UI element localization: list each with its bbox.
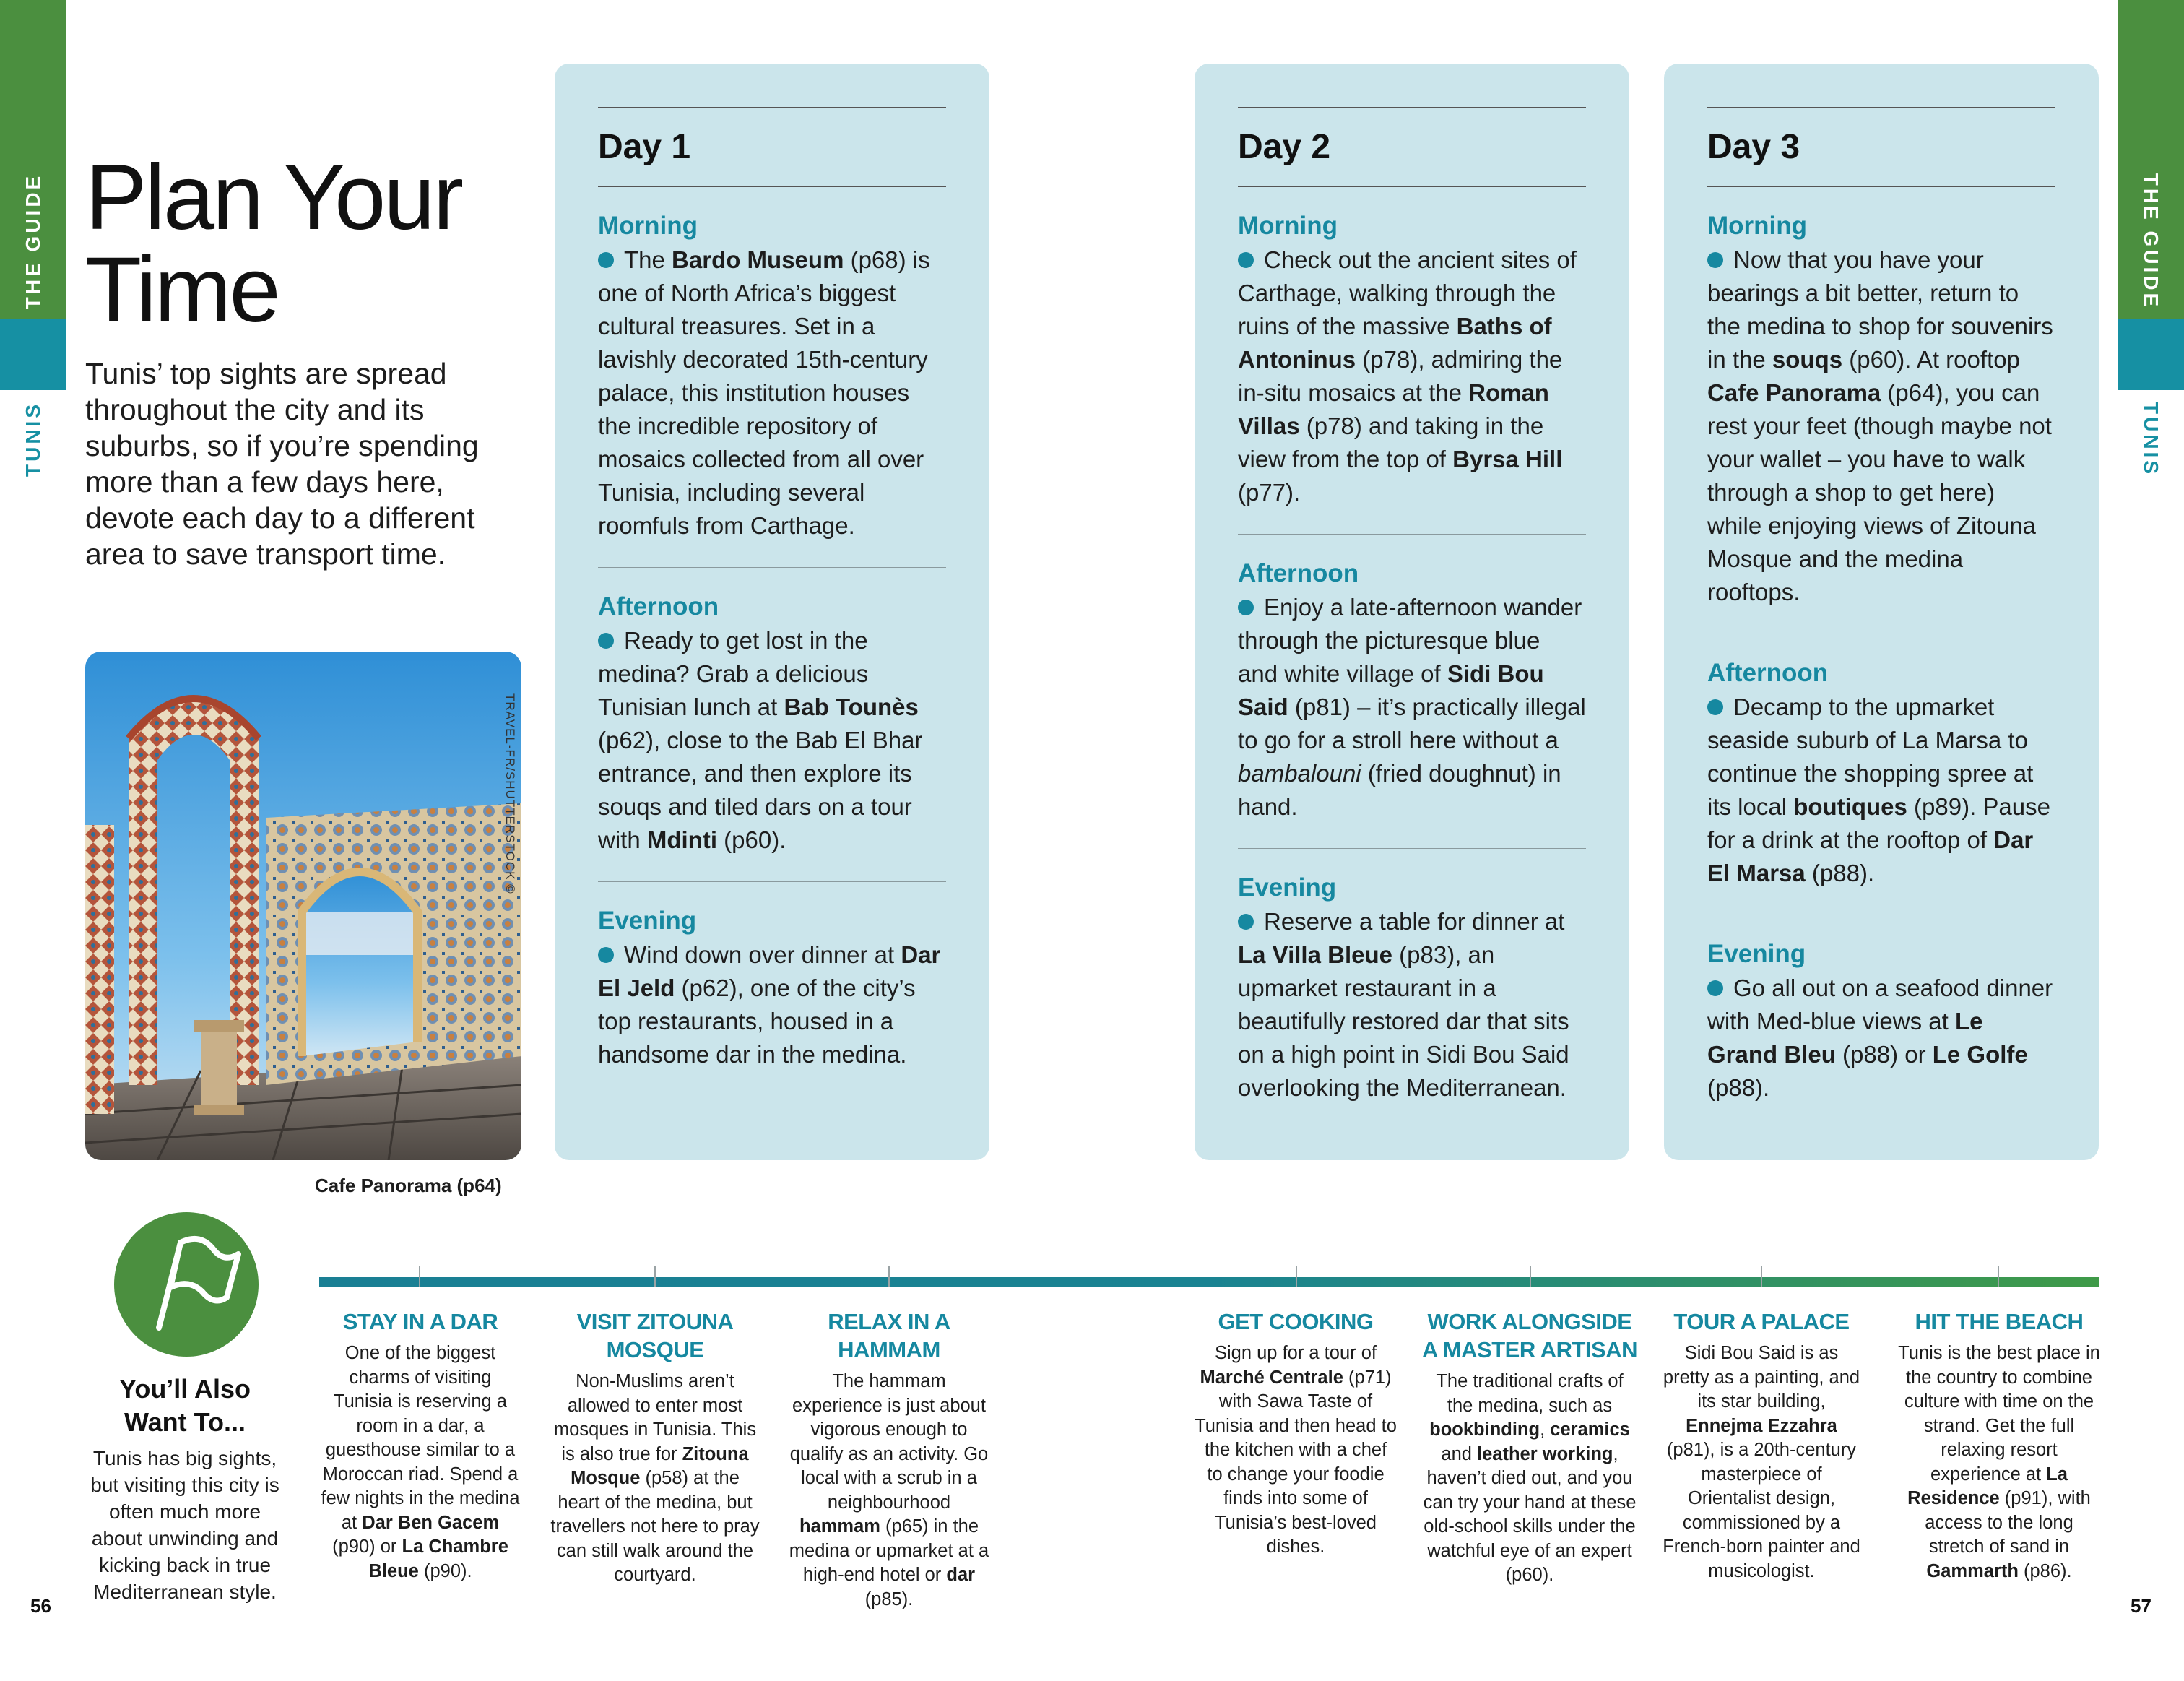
activity-text: Non-Muslims aren’t allowed to enter most mosques in Tunisia. This is also true for Zitouna Mosque (p58) at the heart of the medina, but travellers not here to pray can still walk around the courtyard. [550, 1371, 760, 1585]
flag-badge [114, 1212, 259, 1357]
day-title-rule [1707, 186, 2055, 187]
section-text [1238, 591, 1586, 824]
activity-item [1421, 1308, 1638, 1588]
section-text [1707, 691, 2055, 890]
photo-caption: Cafe Panorama (p64) [315, 1175, 502, 1196]
day-section [1707, 212, 2055, 634]
page-number-right: 57 [2131, 1595, 2152, 1617]
day-panel-content [1707, 107, 2055, 1129]
day-panel-3 [1664, 64, 2099, 1160]
activity-title: WORK ALONGSIDE A MASTER ARTISAN [1422, 1309, 1637, 1362]
flag-icon [114, 1212, 259, 1357]
activity-title: RELAX IN A HAMMAM [828, 1309, 950, 1362]
section-body: Go all out on a seafood dinner with Med-blue views at Le Grand Bleu (p88) or Le Golfe (p88). [1707, 975, 2053, 1101]
bullet-dot-icon [1238, 600, 1254, 615]
section-label: Afternoon [598, 592, 719, 621]
activity-text: The hammam experience is just about vigorous enough to qualify as an activity. Go local with a scrub in a neighbourhood hammam (p65) in the medina or upmarket at a high-end hotel or dar (p85). [789, 1371, 989, 1609]
section-label: Morning [1238, 212, 1338, 240]
activity-item [1898, 1308, 2100, 1583]
section-label: Morning [1707, 212, 1808, 240]
day-panel-content [598, 107, 946, 1096]
also-want-title: You’ll Also Want To... [118, 1374, 251, 1437]
day-section [1238, 873, 1586, 1129]
timeline-tick [1761, 1266, 1762, 1287]
side-tab-guide-label-left: THE GUIDE [22, 173, 44, 310]
page-number-left: 56 [30, 1595, 51, 1617]
section-body: Decamp to the upmarket seaside suburb of La Marsa to continue the shopping spree at its local boutiques (p89). Pause for a drink at the rooftop of Dar El Marsa (p88). [1707, 693, 2050, 886]
activity-text: Tunis is the best place in the country to combine culture with time on the strand. Get the full relaxing resort experience at La Residence (p91), with access to the long stretch of sand in Gammarth (p86). [1898, 1343, 2100, 1581]
section-text [598, 624, 946, 857]
side-tab-city-label-right: TUNIS [2140, 402, 2162, 477]
bullet-dot-icon [598, 633, 614, 649]
bullet-dot-icon [598, 252, 614, 268]
day-panel-1 [555, 64, 989, 1160]
activity-item [550, 1308, 760, 1588]
section-label: Evening [598, 907, 697, 935]
day-title: Day 1 [598, 128, 691, 166]
day-panel-2 [1195, 64, 1629, 1160]
section-divider [598, 881, 946, 882]
side-tab-guide-label-right: THE GUIDE [2140, 173, 2162, 310]
cafe-panorama-photo [85, 652, 521, 1160]
timeline-tick [1530, 1266, 1531, 1287]
activity-item [1660, 1308, 1863, 1583]
day-title: Day 2 [1238, 128, 1331, 166]
activity-text: Sidi Bou Said is as pretty as a painting, and its star building, Ennejma Ezzahra (p81), is a 20th-century masterpiece of Orientalist design, commissioned by a French-born painter and musicologist. [1663, 1343, 1860, 1581]
activity-item [321, 1308, 520, 1583]
timeline-tick [654, 1266, 656, 1287]
day-section [598, 212, 946, 567]
bullet-dot-icon [1707, 252, 1723, 268]
day-section [598, 592, 946, 881]
section-label: Afternoon [1707, 659, 1829, 687]
activity-title: VISIT ZITOUNA MOSQUE [576, 1309, 734, 1362]
section-body: Now that you have your bearings a bit better, return to the medina to shop for souvenirs in the souqs (p60). At rooftop Cafe Panorama (p64), you can rest your feet (though maybe not your wallet – you have to walk through a shop to get here) while enjoying views of Zitouna Mosque and the medina rooftops. [1707, 246, 2053, 605]
timeline-tick [1998, 1266, 1999, 1287]
activity-title: HIT THE BEACH [1915, 1309, 2084, 1334]
timeline-tick [419, 1266, 420, 1287]
side-tab-city-label-left: TUNIS [22, 402, 44, 477]
activity-text: One of the biggest charms of visiting Tunisia is reserving a room in a dar, a guesthouse similar to a Moroccan riad. Spend a few nights in the medina at Dar Ben Gacem (p90) or La Chambre Bleue (p90). [321, 1343, 520, 1581]
section-text [1707, 972, 2055, 1105]
activity-item [1195, 1308, 1397, 1560]
timeline-tick [888, 1266, 890, 1287]
day-section [598, 907, 946, 1096]
section-label: Afternoon [1238, 559, 1359, 587]
day-section [1238, 559, 1586, 848]
section-text [1707, 243, 2055, 609]
activity-text: Sign up for a tour of Marché Centrale (p71) with Sawa Taste of Tunisia and then head to the kitchen with a chef to change your foodie finds into some of Tunisia’s best-loved dishes. [1195, 1343, 1397, 1557]
intro-text: Tunis’ top sights are spread throughout the city and its suburbs, so if you’re spending more than a few days here, devote each day to a different area to save transport time. [85, 357, 479, 571]
section-text [1238, 905, 1586, 1105]
section-text [1238, 243, 1586, 509]
section-label: Evening [1707, 940, 1806, 968]
section-body: Check out the ancient sites of Carthage, walking through the ruins of the massive Baths of Antoninus (p78), admiring the in-situ mosaics at the Roman Villas (p78) and taking in the view from the top of Byrsa Hill (p77). [1238, 246, 1577, 506]
section-body: The Bardo Museum (p68) is one of North Africa’s biggest cultural treasures. Set in a lavishly decorated 15th-century palace, this institution houses the incredible repository of mosaics collected from all over Tunisia, including several roomfuls from Carthage. [598, 246, 930, 539]
bullet-dot-icon [1238, 914, 1254, 930]
section-body: Ready to get lost in the medina? Grab a delicious Tunisian lunch at Bab Tounès (p62), close to the Bab El Bhar entrance, and then explore its souqs and tiled dars on a tour with Mdinti (p60). [598, 627, 923, 853]
section-label: Evening [1238, 873, 1337, 902]
activity-text: The traditional crafts of the medina, such as bookbinding, ceramics and leather working, haven’t died out, and you can try your hand at these old-school skills under the watchful eye of an expert (p60). [1423, 1371, 1637, 1585]
activity-title: STAY IN A DAR [342, 1309, 498, 1334]
timeline-tick [1296, 1266, 1297, 1287]
section-divider [1238, 848, 1586, 849]
section-label: Morning [598, 212, 698, 240]
day-section [1707, 940, 2055, 1129]
bullet-dot-icon [1707, 980, 1723, 996]
bullet-dot-icon [1707, 699, 1723, 715]
day-section [1707, 659, 2055, 915]
day-title: Day 3 [1707, 128, 1800, 166]
day-panel-content [1238, 107, 1586, 1129]
bullet-dot-icon [1238, 252, 1254, 268]
section-body: Enjoy a late-afternoon wander through the picturesque blue and white village of Sidi Bou Said (p81) – it’s practically illegal to go for a stroll here without a bambalouni (fried doughnut) in hand. [1238, 594, 1586, 820]
day-title-rule [598, 186, 946, 187]
activity-title: TOUR A PALACE [1673, 1309, 1850, 1334]
section-divider [598, 567, 946, 568]
timeline-bar [319, 1277, 2099, 1287]
day-title-rule [1238, 186, 1586, 187]
activity-title: GET COOKING [1218, 1309, 1374, 1334]
photo-credit: TRAVEL-FR/SHUTTERSTOCK © [503, 693, 517, 894]
also-want-text: Tunis has big sights, but visiting this city is often much more about unwinding and kicking back in true Mediterranean style. [90, 1447, 280, 1603]
page-title: Plan Your Time [85, 146, 462, 342]
section-text [598, 938, 946, 1071]
section-divider [1238, 534, 1586, 535]
day-section [1238, 212, 1586, 534]
bullet-dot-icon [598, 947, 614, 963]
activity-item [787, 1308, 991, 1612]
section-body: Wind down over dinner at Dar El Jeld (p62), one of the city’s top restaurants, housed in a handsome dar in the medina. [598, 941, 941, 1068]
section-body: Reserve a table for dinner at La Villa Bleue (p83), an upmarket restaurant in a beautifully restored dar that sits on a high point in Sidi Bou Said overlooking the Mediterranean. [1238, 908, 1569, 1101]
section-text [598, 243, 946, 543]
